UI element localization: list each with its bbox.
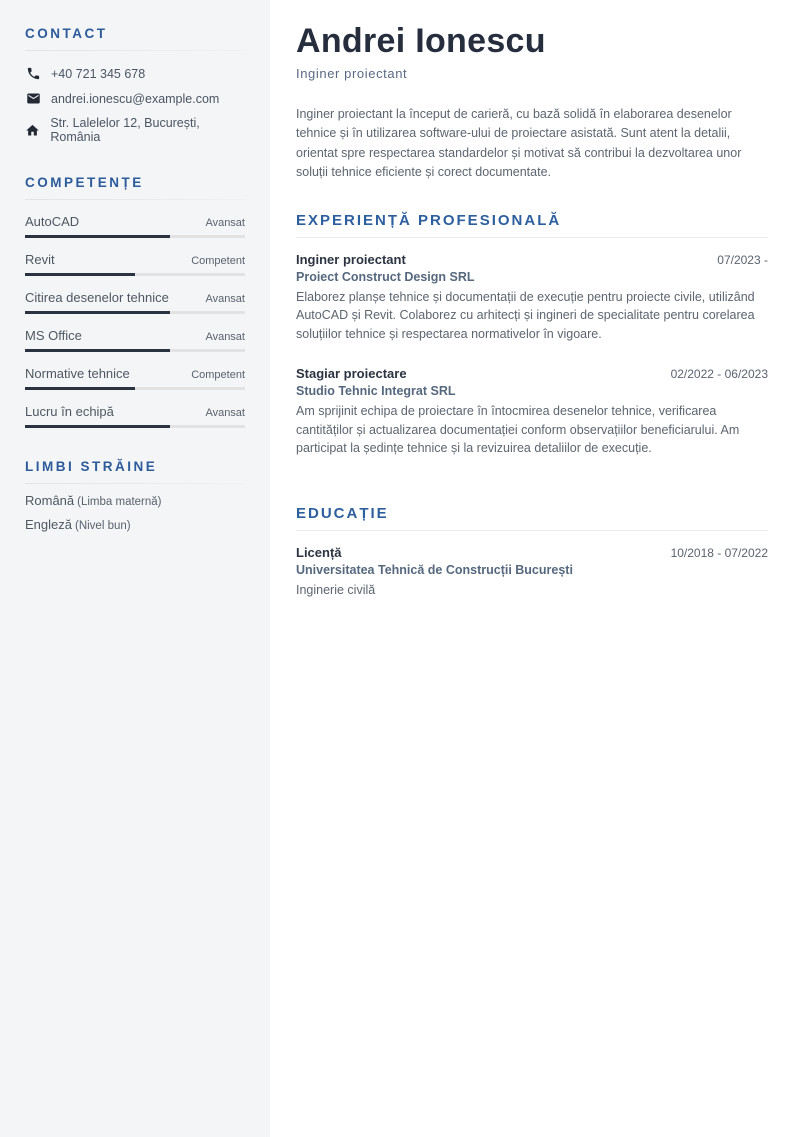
contact-section (25, 26, 245, 144)
contact-item-email (25, 91, 245, 106)
skills-section (25, 175, 245, 428)
contact-email-text: andrei.ionescu@example.com (51, 91, 220, 106)
skill-item (25, 290, 245, 314)
experience-divider (296, 237, 768, 238)
email-icon (25, 91, 41, 106)
contact-item-phone (25, 66, 245, 81)
skill-level: Avansat (205, 331, 245, 343)
experience-entry (296, 252, 768, 344)
skill-name: Lucru în echipă (25, 404, 114, 419)
degree-title: Licență (296, 545, 342, 560)
skill-level: Competent (191, 255, 245, 267)
languages-section (25, 459, 245, 532)
language-item (25, 493, 245, 508)
job-description: Am sprijinit echipa de proiectare în întocmirea desenelor tehnice, verificarea cantităților și actualizarea documentației conform observațiilor beneficiarului. Am participat la ședințe tehnice și la revizuirea detaliilor de execuție. (296, 403, 740, 456)
skills-heading: COMPETENȚE (25, 175, 144, 190)
skill-name: Citirea desenelor tehnice (25, 290, 169, 305)
school-name: Universitatea Tehnică de Construcții București (296, 563, 573, 577)
person-title: Inginer proiectant (296, 66, 408, 81)
person-name: Andrei Ionescu (296, 22, 546, 60)
skill-item (25, 214, 245, 238)
skill-item (25, 404, 245, 428)
skill-bar-fill (25, 311, 170, 314)
skill-bar-fill (25, 425, 170, 428)
skill-name: AutoCAD (25, 214, 80, 229)
education-section (296, 505, 768, 600)
skill-bar-track (25, 425, 245, 428)
education-entry (296, 545, 768, 600)
contact-phone-text: +40 721 345 678 (51, 66, 146, 81)
skill-bar-track (25, 235, 245, 238)
skill-name: Normative tehnice (25, 366, 130, 381)
summary-text: Inginer proiectant la început de carieră, cu bază solidă în elaborarea desenelor tehnice și în utilizarea software-ului de proiectare asistată. Sunt atent la detalii, orientat spre respectarea standardelor și motivat să contribui la dezvoltarea unor soluții tehnice eficiente și corect documentate. (296, 107, 742, 180)
skill-name: MS Office (25, 328, 82, 343)
job-dates: 02/2022 - 06/2023 (670, 366, 768, 381)
skill-level: Avansat (205, 217, 245, 229)
field-of-study: Inginerie civilă (296, 583, 376, 597)
education-divider (296, 530, 768, 531)
skill-bar-fill (25, 273, 135, 276)
skill-level: Avansat (205, 293, 245, 305)
education-dates: 10/2018 - 07/2022 (670, 546, 768, 560)
education-heading: EDUCAȚIE (296, 505, 389, 522)
skill-bar-track (25, 273, 245, 276)
skill-bar-track (25, 349, 245, 352)
experience-entry (296, 366, 768, 458)
language-note: (Limba maternă) (77, 496, 162, 508)
contact-heading: CONTACT (25, 26, 108, 41)
contact-divider (25, 50, 245, 51)
experience-heading: EXPERIENȚĂ PROFESIONALĂ (296, 211, 562, 229)
skill-level: Avansat (205, 407, 245, 419)
skill-name: Revit (25, 252, 55, 267)
language-item (25, 517, 245, 532)
job-description: Elaborez planșe tehnice și documentații de execuție pentru proiecte civile, utilizând AutoCAD și Revit. Colaborez cu arhitecți și ingineri de specialitate pentru corelarea soluțiilor tehnice și respectarea normativelor în vigoare. (296, 289, 755, 341)
skill-item (25, 252, 245, 276)
skill-bar-fill (25, 387, 135, 390)
language-name: Engleză (25, 517, 72, 532)
main-content (270, 0, 804, 1137)
job-company: Proiect Construct Design SRL (296, 269, 475, 284)
skill-item (25, 366, 245, 390)
sidebar (0, 0, 270, 1137)
language-note: (Nivel bun) (74, 520, 131, 532)
skill-bar-track (25, 387, 245, 390)
skill-level: Competent (191, 369, 245, 381)
experience-section (296, 212, 768, 459)
skill-bar-fill (25, 235, 170, 238)
language-name: Română (25, 493, 75, 508)
contact-address-text: Str. Lalelelor 12, București, România (50, 116, 200, 144)
skill-bar-fill (25, 349, 170, 352)
skills-divider (25, 199, 245, 200)
job-dates: 07/2023 - (717, 252, 768, 267)
skill-bar-track (25, 311, 245, 314)
languages-divider (25, 483, 245, 484)
job-title: Inginer proiectant (296, 251, 406, 267)
job-company: Studio Tehnic Integrat SRL (296, 383, 456, 398)
home-icon (25, 123, 40, 138)
languages-heading: LIMBI STRĂINE (25, 459, 158, 474)
skill-item (25, 328, 245, 352)
job-title: Stagiar proiectare (296, 365, 407, 381)
phone-icon (25, 66, 41, 81)
contact-item-address (25, 116, 245, 144)
contact-list (25, 66, 245, 144)
